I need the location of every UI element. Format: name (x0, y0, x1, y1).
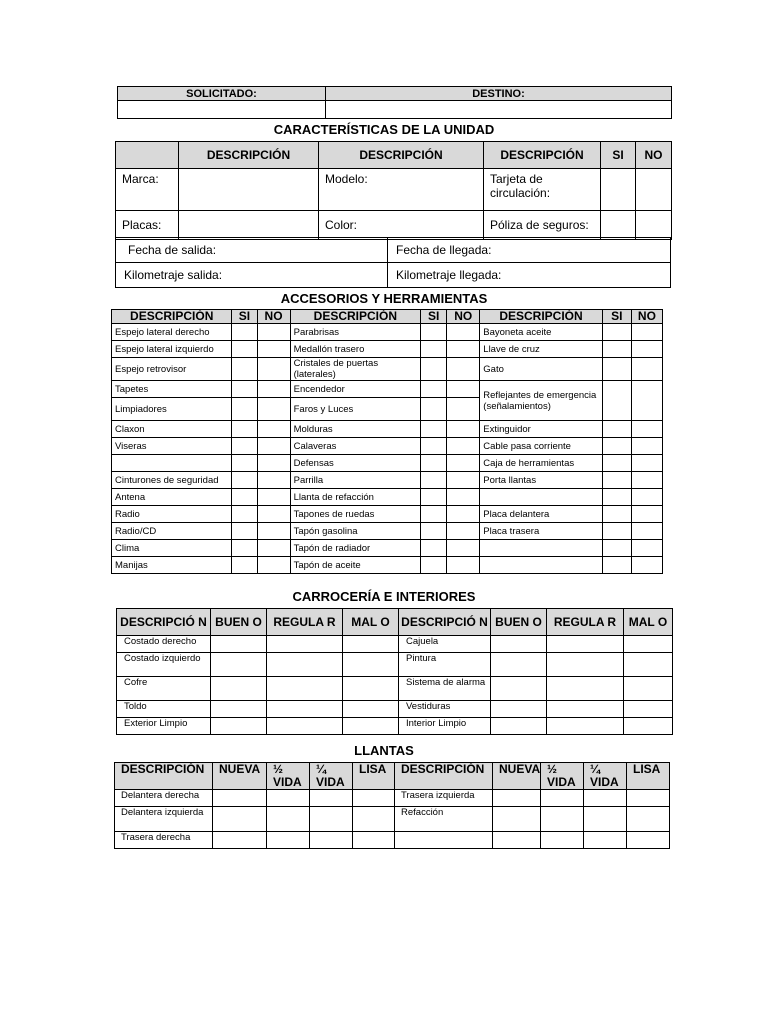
si-header: SI (601, 142, 636, 169)
tarjeta-si[interactable] (601, 169, 636, 211)
acc-no-cell[interactable] (447, 438, 480, 455)
acc-item: Clima (112, 540, 232, 557)
acc-no-header-1: NO (257, 310, 290, 324)
llan-item: Trasera derecha (115, 832, 213, 849)
acc-si-cell[interactable] (421, 472, 447, 489)
acc-si-cell[interactable] (421, 341, 447, 358)
acc-item (480, 540, 602, 557)
llan-lisa-header-2: LISA (627, 763, 670, 790)
accesorios-table (111, 309, 663, 574)
acc-si-cell[interactable] (232, 398, 257, 421)
table-row (112, 540, 663, 557)
carr-bueno-cell[interactable] (491, 636, 547, 653)
acc-no-cell[interactable] (447, 455, 480, 472)
table-row (112, 506, 663, 523)
table-row (115, 832, 670, 849)
carr-bueno-header-1: BUEN O (211, 609, 267, 636)
table-row (112, 324, 663, 341)
acc-no-cell[interactable] (257, 489, 290, 506)
acc-si-cell[interactable] (602, 421, 631, 438)
acc-no-cell[interactable] (447, 381, 480, 398)
carr-regular-cell[interactable] (547, 677, 624, 701)
acc-item: Tapón de aceite (290, 557, 420, 574)
acc-si-cell[interactable] (232, 540, 257, 557)
llan-cell[interactable] (310, 790, 353, 807)
acc-item: Medallón trasero (290, 341, 420, 358)
acc-item: Viseras (112, 438, 232, 455)
llan-media-header-2: ½ VIDA (541, 763, 584, 790)
carr-bueno-cell[interactable] (211, 718, 267, 735)
llan-cell[interactable] (353, 790, 395, 807)
destino-field[interactable] (326, 101, 672, 119)
acc-no-cell[interactable] (631, 489, 662, 506)
acc-item: Gato (480, 358, 602, 381)
acc-si-cell[interactable] (421, 421, 447, 438)
solicitado-destino-table (117, 86, 672, 119)
table-row (117, 636, 673, 653)
caracteristicas-title: CARACTERÍSTICAS DE LA UNIDAD (273, 122, 495, 137)
acc-si-cell[interactable] (602, 381, 631, 421)
llan-nueva-header-1: NUEVA (213, 763, 267, 790)
carr-malo-cell[interactable] (624, 653, 673, 677)
acc-si-cell[interactable] (602, 557, 631, 574)
llan-cell[interactable] (267, 807, 310, 832)
acc-item: Antena (112, 489, 232, 506)
acc-si-cell[interactable] (232, 489, 257, 506)
acc-item: Tapón gasolina (290, 523, 420, 540)
tarjeta-no[interactable] (636, 169, 672, 211)
carr-regular-cell[interactable] (547, 636, 624, 653)
table-row (112, 341, 663, 358)
acc-no-cell[interactable] (631, 455, 662, 472)
carr-regular-cell[interactable] (547, 653, 624, 677)
llan-media-header-1: ½ VIDA (267, 763, 310, 790)
acc-no-cell[interactable] (257, 358, 290, 381)
solicitado-field[interactable] (118, 101, 326, 119)
acc-si-cell[interactable] (232, 557, 257, 574)
carr-malo-cell[interactable] (343, 653, 399, 677)
acc-no-cell[interactable] (631, 324, 662, 341)
llan-cell[interactable] (213, 790, 267, 807)
llan-cell[interactable] (627, 790, 670, 807)
acc-si-cell[interactable] (602, 523, 631, 540)
table-row (117, 718, 673, 735)
llantas-title: LLANTAS (354, 743, 414, 758)
acc-si-cell[interactable] (421, 358, 447, 381)
placas-field[interactable] (179, 211, 319, 240)
acc-no-cell[interactable] (447, 341, 480, 358)
acc-no-cell[interactable] (447, 398, 480, 421)
acc-si-cell[interactable] (421, 438, 447, 455)
acc-item: Encendedor (290, 381, 420, 398)
poliza-label: Póliza de seguros: (484, 211, 601, 240)
llan-desc-header-2: DESCRIPCIÓN (395, 763, 493, 790)
llan-cell[interactable] (353, 807, 395, 832)
acc-item: Placa delantera (480, 506, 602, 523)
carr-malo-cell[interactable] (624, 636, 673, 653)
llan-desc-header-1: DESCRIPCIÓN (115, 763, 213, 790)
llan-cell[interactable] (541, 832, 584, 849)
acc-no-cell[interactable] (257, 341, 290, 358)
table-row (117, 677, 673, 701)
carr-desc-header-1: DESCRIPCIÓ N (117, 609, 211, 636)
acc-no-cell[interactable] (257, 523, 290, 540)
acc-item: Cristales de puertas (laterales) (290, 358, 420, 381)
acc-item: Parrilla (290, 472, 420, 489)
llan-item: Delantera izquierda (115, 807, 213, 832)
llan-cell[interactable] (627, 832, 670, 849)
destino-header: DESTINO: (326, 87, 672, 101)
acc-desc-header-3: DESCRIPCIÓN (480, 310, 602, 324)
llan-item: Refacción (395, 807, 493, 832)
acc-item: Espejo retrovisor (112, 358, 232, 381)
llan-cell[interactable] (213, 832, 267, 849)
table-row (112, 472, 663, 489)
acc-item: Faros y Luces (290, 398, 420, 421)
acc-no-cell[interactable] (447, 523, 480, 540)
acc-item (480, 557, 602, 574)
carr-bueno-cell[interactable] (211, 653, 267, 677)
acc-no-cell[interactable] (257, 557, 290, 574)
acc-item: Limpiadores (112, 398, 232, 421)
acc-si-cell[interactable] (421, 455, 447, 472)
acc-no-cell[interactable] (447, 489, 480, 506)
carr-bueno-cell[interactable] (211, 636, 267, 653)
acc-si-cell[interactable] (421, 506, 447, 523)
acc-si-cell[interactable] (232, 472, 257, 489)
llan-cell[interactable] (493, 832, 541, 849)
fecha-llegada-label[interactable]: Fecha de llegada: (388, 238, 671, 263)
acc-item: Tapones de ruedas (290, 506, 420, 523)
llan-item: Trasera izquierda (395, 790, 493, 807)
acc-item: Reflejantes de emergencia (señalamientos) (480, 381, 602, 421)
carr-bueno-cell[interactable] (211, 677, 267, 701)
llan-cell[interactable] (493, 807, 541, 832)
tarjeta-label: Tarjeta de circulación: (484, 169, 601, 211)
acc-si-cell[interactable] (602, 506, 631, 523)
carr-item: Cajuela (399, 636, 491, 653)
acc-si-cell[interactable] (232, 358, 257, 381)
poliza-no[interactable] (636, 211, 672, 240)
carr-malo-header-2: MAL O (624, 609, 673, 636)
acc-item: Cinturones de seguridad (112, 472, 232, 489)
acc-si-cell[interactable] (602, 472, 631, 489)
acc-si-cell[interactable] (602, 438, 631, 455)
acc-item: Parabrisas (290, 324, 420, 341)
accesorios-title: ACCESORIOS Y HERRAMIENTAS (280, 291, 488, 306)
acc-si-cell[interactable] (232, 324, 257, 341)
acc-si-cell[interactable] (421, 324, 447, 341)
acc-no-header-3: NO (631, 310, 662, 324)
acc-no-cell[interactable] (257, 472, 290, 489)
acc-no-cell[interactable] (257, 324, 290, 341)
llan-cell[interactable] (541, 807, 584, 832)
carr-item: Toldo (117, 701, 211, 718)
acc-item: Espejo lateral derecho (112, 324, 232, 341)
llan-cuarto-header-2: ¼ VIDA (584, 763, 627, 790)
acc-item: Calaveras (290, 438, 420, 455)
llan-cell[interactable] (267, 790, 310, 807)
desc-header-2: DESCRIPCIÓN (319, 142, 484, 169)
carr-regular-cell[interactable] (267, 701, 343, 718)
carr-item: Exterior Limpio (117, 718, 211, 735)
acc-item: Llave de cruz (480, 341, 602, 358)
acc-si-cell[interactable] (421, 557, 447, 574)
acc-si-cell[interactable] (421, 523, 447, 540)
acc-item: Tapón de radiador (290, 540, 420, 557)
acc-si-cell[interactable] (421, 540, 447, 557)
carr-malo-cell[interactable] (343, 677, 399, 701)
carr-desc-header-2: DESCRIPCIÓ N (399, 609, 491, 636)
carr-bueno-cell[interactable] (491, 701, 547, 718)
acc-no-cell[interactable] (447, 540, 480, 557)
acc-no-cell[interactable] (257, 381, 290, 398)
color-label: Color: (319, 211, 484, 240)
carroceria-table (116, 608, 673, 735)
blank-header (116, 142, 179, 169)
fechas-table (115, 237, 671, 288)
table-row (115, 790, 670, 807)
acc-no-cell[interactable] (631, 506, 662, 523)
llan-cell[interactable] (310, 807, 353, 832)
acc-no-cell[interactable] (631, 438, 662, 455)
desc-header-3: DESCRIPCIÓN (484, 142, 601, 169)
fecha-salida-label[interactable]: Fecha de salida: (116, 238, 388, 263)
acc-desc-header-2: DESCRIPCIÓN (290, 310, 420, 324)
carr-bueno-cell[interactable] (491, 653, 547, 677)
llan-cell[interactable] (584, 790, 627, 807)
acc-item: Defensas (290, 455, 420, 472)
acc-si-cell[interactable] (421, 489, 447, 506)
acc-si-cell[interactable] (232, 438, 257, 455)
placas-label: Placas: (116, 211, 179, 240)
llan-item: Delantera derecha (115, 790, 213, 807)
carr-regular-cell[interactable] (267, 636, 343, 653)
carr-item: Costado izquierdo (117, 653, 211, 677)
carr-item: Interior Limpio (399, 718, 491, 735)
acc-item: Molduras (290, 421, 420, 438)
acc-no-cell[interactable] (631, 381, 662, 421)
carr-malo-cell[interactable] (343, 701, 399, 718)
acc-no-cell[interactable] (257, 540, 290, 557)
llan-cell[interactable] (213, 807, 267, 832)
carr-bueno-header-2: BUEN O (491, 609, 547, 636)
acc-no-cell[interactable] (631, 341, 662, 358)
acc-item (112, 455, 232, 472)
table-row (112, 557, 663, 574)
acc-item: Llanta de refacción (290, 489, 420, 506)
km-llegada-label[interactable]: Kilometraje llegada: (388, 263, 671, 288)
acc-no-cell[interactable] (631, 472, 662, 489)
solicitado-header: SOLICITADO: (118, 87, 326, 101)
acc-item: Radio/CD (112, 523, 232, 540)
carr-item: Sistema de alarma (399, 677, 491, 701)
llan-cuarto-header-1: ¼ VIDA (310, 763, 353, 790)
llan-cell[interactable] (310, 832, 353, 849)
carr-item: Costado derecho (117, 636, 211, 653)
carr-item: Vestiduras (399, 701, 491, 718)
acc-no-cell[interactable] (631, 557, 662, 574)
acc-no-cell[interactable] (447, 421, 480, 438)
llan-cell[interactable] (584, 807, 627, 832)
carr-regular-cell[interactable] (267, 718, 343, 735)
poliza-si[interactable] (601, 211, 636, 240)
table-row (112, 489, 663, 506)
acc-item: Claxon (112, 421, 232, 438)
acc-si-cell[interactable] (421, 398, 447, 421)
acc-item: Bayoneta aceite (480, 324, 602, 341)
acc-no-cell[interactable] (447, 472, 480, 489)
acc-item: Caja de herramientas (480, 455, 602, 472)
carr-bueno-cell[interactable] (491, 677, 547, 701)
acc-item: Placa trasera (480, 523, 602, 540)
acc-no-cell[interactable] (257, 398, 290, 421)
llan-item (395, 832, 493, 849)
acc-no-cell[interactable] (631, 523, 662, 540)
marca-field[interactable] (179, 169, 319, 211)
table-row (112, 381, 663, 398)
acc-no-cell[interactable] (447, 358, 480, 381)
table-row (112, 523, 663, 540)
acc-no-cell[interactable] (631, 358, 662, 381)
acc-no-cell[interactable] (447, 557, 480, 574)
caracteristicas-table (115, 141, 672, 240)
acc-no-cell[interactable] (631, 540, 662, 557)
acc-item (480, 489, 602, 506)
table-row (117, 653, 673, 677)
acc-si-cell[interactable] (232, 455, 257, 472)
table-row (112, 358, 663, 381)
acc-si-cell[interactable] (232, 506, 257, 523)
acc-item: Radio (112, 506, 232, 523)
carroceria-title: CARROCERÍA E INTERIORES (292, 589, 476, 604)
carr-regular-header-2: REGULA R (547, 609, 624, 636)
modelo-label: Modelo: (319, 169, 484, 211)
carr-malo-cell[interactable] (343, 636, 399, 653)
llan-cell[interactable] (267, 832, 310, 849)
carr-malo-cell[interactable] (624, 718, 673, 735)
carr-regular-header-1: REGULA R (267, 609, 343, 636)
acc-desc-header-1: DESCRIPCIÓN (112, 310, 232, 324)
acc-si-header-3: SI (602, 310, 631, 324)
llan-cell[interactable] (493, 790, 541, 807)
km-salida-label[interactable]: Kilometraje salida: (116, 263, 388, 288)
acc-si-cell[interactable] (421, 381, 447, 398)
acc-no-cell[interactable] (257, 506, 290, 523)
acc-no-cell[interactable] (447, 506, 480, 523)
acc-item: Espejo lateral izquierdo (112, 341, 232, 358)
acc-si-cell[interactable] (232, 341, 257, 358)
carr-bueno-cell[interactable] (211, 701, 267, 718)
acc-si-header-1: SI (232, 310, 257, 324)
desc-header-1: DESCRIPCIÓN (179, 142, 319, 169)
table-row (112, 421, 663, 438)
acc-item: Manijas (112, 557, 232, 574)
llan-nueva-header-2: NUEVA (493, 763, 541, 790)
llan-cell[interactable] (353, 832, 395, 849)
acc-si-cell[interactable] (232, 523, 257, 540)
acc-si-cell[interactable] (602, 358, 631, 381)
acc-item: Porta llantas (480, 472, 602, 489)
acc-no-header-2: NO (447, 310, 480, 324)
acc-item: Extinguidor (480, 421, 602, 438)
carr-regular-cell[interactable] (547, 701, 624, 718)
acc-no-cell[interactable] (257, 438, 290, 455)
acc-si-cell[interactable] (232, 421, 257, 438)
acc-si-cell[interactable] (602, 455, 631, 472)
acc-si-cell[interactable] (232, 381, 257, 398)
acc-si-cell[interactable] (602, 341, 631, 358)
llan-cell[interactable] (541, 790, 584, 807)
acc-no-cell[interactable] (257, 455, 290, 472)
carr-malo-cell[interactable] (343, 718, 399, 735)
carr-malo-header-1: MAL O (343, 609, 399, 636)
acc-no-cell[interactable] (631, 421, 662, 438)
llan-lisa-header-1: LISA (353, 763, 395, 790)
acc-item: Cable pasa corriente (480, 438, 602, 455)
carr-regular-cell[interactable] (547, 718, 624, 735)
table-row (112, 455, 663, 472)
marca-label: Marca: (116, 169, 179, 211)
acc-no-cell[interactable] (257, 421, 290, 438)
llantas-table (114, 762, 670, 849)
no-header: NO (636, 142, 672, 169)
carr-malo-cell[interactable] (624, 701, 673, 718)
carr-regular-cell[interactable] (267, 653, 343, 677)
acc-si-cell[interactable] (602, 324, 631, 341)
acc-si-header-2: SI (421, 310, 447, 324)
table-row (115, 807, 670, 832)
llan-cell[interactable] (627, 807, 670, 832)
acc-no-cell[interactable] (447, 324, 480, 341)
carr-item: Cofre (117, 677, 211, 701)
acc-si-cell[interactable] (602, 540, 631, 557)
carr-malo-cell[interactable] (624, 677, 673, 701)
acc-item: Tapetes (112, 381, 232, 398)
carr-item: Pintura (399, 653, 491, 677)
carr-regular-cell[interactable] (267, 677, 343, 701)
table-row (112, 438, 663, 455)
table-row (117, 701, 673, 718)
carr-bueno-cell[interactable] (491, 718, 547, 735)
llan-cell[interactable] (584, 832, 627, 849)
acc-si-cell[interactable] (602, 489, 631, 506)
